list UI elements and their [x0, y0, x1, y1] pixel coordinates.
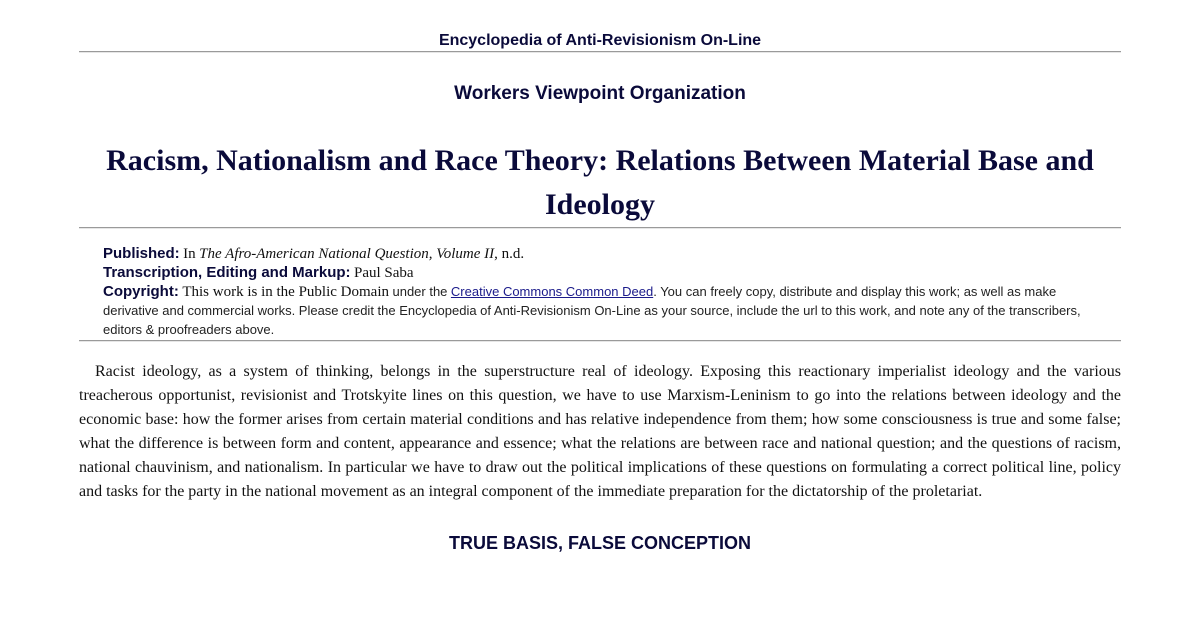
copyright-under: under the [392, 284, 448, 299]
copyright-terms: . You can freely copy, distribute and display this work; as well as make derivative and commercial works. Please credit the Encyclopedia of Anti-Revisionism On-Line as your source, include the url to this work, and note any of the transcribers, editors & proofreaders above. [103, 284, 1081, 337]
publication-info [79, 229, 1121, 340]
copyright-label: Copyright: [103, 283, 179, 300]
published-suffix: , n.d. [494, 246, 525, 262]
creative-commons-link[interactable]: Creative Commons Common Deed [450, 284, 654, 299]
transcription-value: Paul Saba [354, 265, 414, 281]
transcription-line [103, 264, 1097, 283]
published-prefix: In [183, 246, 196, 262]
site-title: Encyclopedia of Anti-Revisionism On-Line [438, 32, 762, 49]
transcription-label: Transcription, Editing and Markup: [103, 264, 351, 281]
copyright-statement: This work is in the Public Domain [182, 284, 389, 300]
published-line [103, 245, 1097, 264]
page-content [79, 0, 1121, 554]
organization-name: Workers Viewpoint Organization [454, 83, 746, 104]
copyright-line [103, 283, 1097, 340]
published-label: Published: [103, 245, 180, 262]
section-heading: TRUE BASIS, FALSE CONCEPTION [448, 533, 752, 553]
body-paragraph: Racist ideology, as a system of thinking, belongs in the superstructure real of ideology. Exposing this reactionary imperialist ideology and the various treacherous opportunist, revisionist and Trotskyite lines on this question, we have to use Marxism-Leninism to go into the relations between ideology and the economic base: how the former arises from certain material conditions and has relative independence from them; how some consciousness is true and some false; what the difference is between form and content, appearance and essence; what the relations are between race and national question; and the questions of racism, national chauvinism, and nationalism. In particular we have to draw out the political implications of these questions on formulating a correct political line, policy and tasks for the party in the national movement as an integral component of the immediate preparation for the dictatorship of the proletariat. [79, 363, 1121, 500]
published-source: The Afro-American National Question, Volume II [199, 246, 495, 262]
document-title: Racism, Nationalism and Race Theory: Relations Between Material Base and Ideology [106, 144, 1094, 221]
